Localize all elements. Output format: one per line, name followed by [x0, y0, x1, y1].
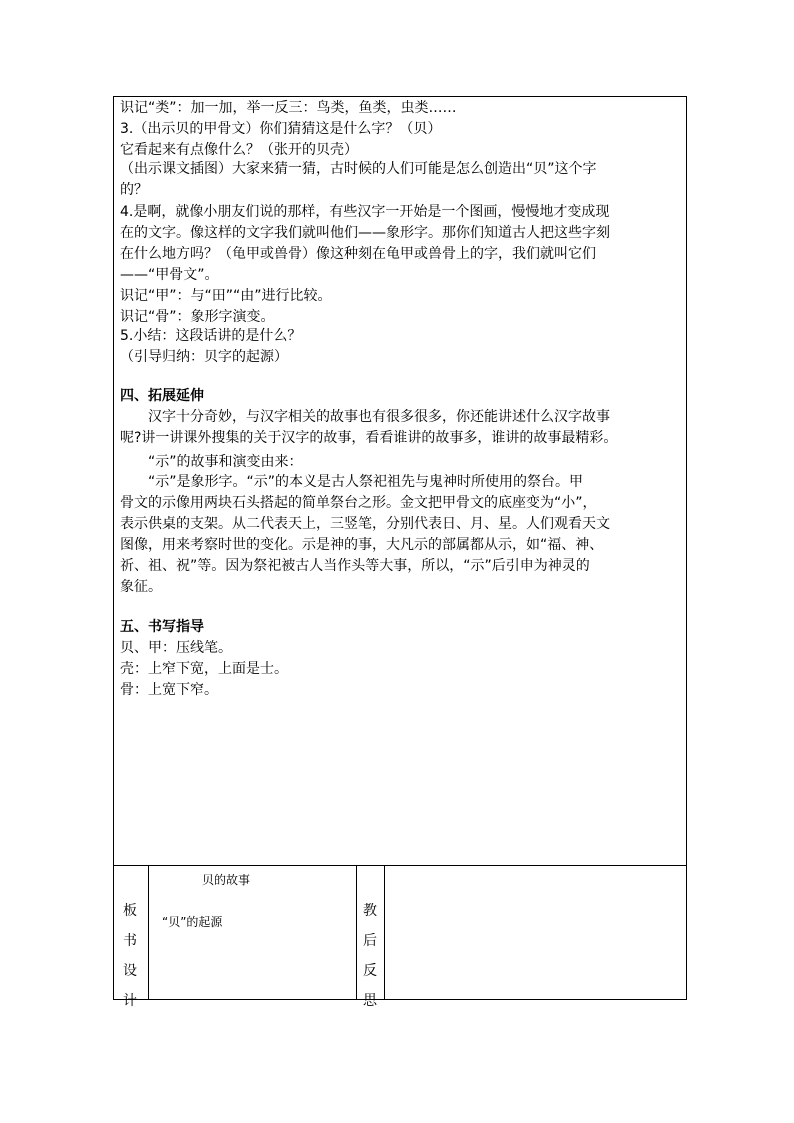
text-line: 呢?讲一讲课外搜集的关于汉字的故事，看看谁讲的故事多，谁讲的故事最精彩。	[120, 430, 618, 446]
text-line: ——“甲骨文”。	[120, 267, 219, 283]
text-line: 3.（出示贝的甲骨文）你们猜猜这是什么字？（贝）	[120, 121, 442, 137]
text-line: 壳：上窄下宽，上面是士。	[120, 661, 288, 677]
section-heading-writing: 五、书写指导	[120, 619, 204, 635]
reflection-cell[interactable]	[386, 867, 686, 999]
board-design-label: 板 书 设 计	[123, 903, 137, 1009]
text-line: 的？	[120, 182, 148, 198]
text-line: 骨文的示像用两块石头搭起的简单祭台之形。金文把甲骨文的底座变为“小”，	[120, 495, 597, 511]
text-line: 贝、甲：压线笔。	[120, 640, 232, 656]
column-divider	[356, 866, 357, 999]
text-line: 在的文字。像这样的文字我们就叫他们——象形字。那你们知道古人把这些字刻	[120, 225, 610, 241]
lesson-plan-table	[113, 96, 687, 1009]
text-line: （引导归纳：贝字的起源）	[120, 349, 288, 365]
board-title: 贝的故事	[202, 873, 251, 887]
text-line: 识记“甲”：与“田”“由”进行比较。	[120, 288, 332, 304]
text-line: 象征。	[120, 579, 162, 595]
column-divider	[148, 866, 149, 999]
text-line: 识记“类”：加一加，举一反三：鸟类，鱼类，虫类……	[120, 100, 457, 116]
text-line: 4.是啊，就像小朋友们说的那样，有些汉字一开始是一个图画，慢慢地才变成现	[120, 204, 610, 220]
text-line: 骨：上宽下窄。	[120, 682, 218, 698]
text-line: “示”的故事和演变由来：	[148, 454, 303, 470]
section-heading-extension: 四、拓展延伸	[120, 388, 204, 404]
text-line: 祈、祖、祝”等。因为祭祀被古人当作头等大事，所以，“示”后引申为神灵的	[120, 558, 590, 574]
board-subtitle: “贝”的起源	[162, 915, 223, 929]
text-line: （出示课文插图）大家来猜一猜，古时候的人们可能是怎么创造出“贝”这个字	[120, 161, 597, 177]
text-line: 识记“骨”：象形字演变。	[120, 309, 275, 325]
text-line: 它看起来有点像什么？（张开的贝壳）	[120, 142, 358, 158]
column-divider	[384, 866, 385, 999]
text-line: 表示供桌的支架。从二代表天上，三竖笔，分别代表日、月、星。人们观看天文	[120, 516, 610, 532]
text-line: 汉字十分奇妙，与汉字相关的故事也有很多很多，你还能讲述什么汉字故事	[148, 409, 610, 425]
text-line: 在什么地方吗？（龟甲或兽骨）像这种刻在龟甲或兽骨上的字，我们就叫它们	[120, 246, 596, 262]
reflection-label: 教 后 反 思	[363, 903, 377, 1009]
text-line: “示”是象形字。“示”的本义是古人祭祀祖先与鬼神时所使用的祭台。甲	[148, 474, 584, 490]
text-line: 5.小结：这段话讲的是什么？	[120, 328, 302, 344]
lesson-content-cell	[114, 97, 686, 866]
text-line: 图像，用来考察时世的变化。示是神的事，大凡示的部属都从示，如“福、神、	[120, 537, 604, 553]
